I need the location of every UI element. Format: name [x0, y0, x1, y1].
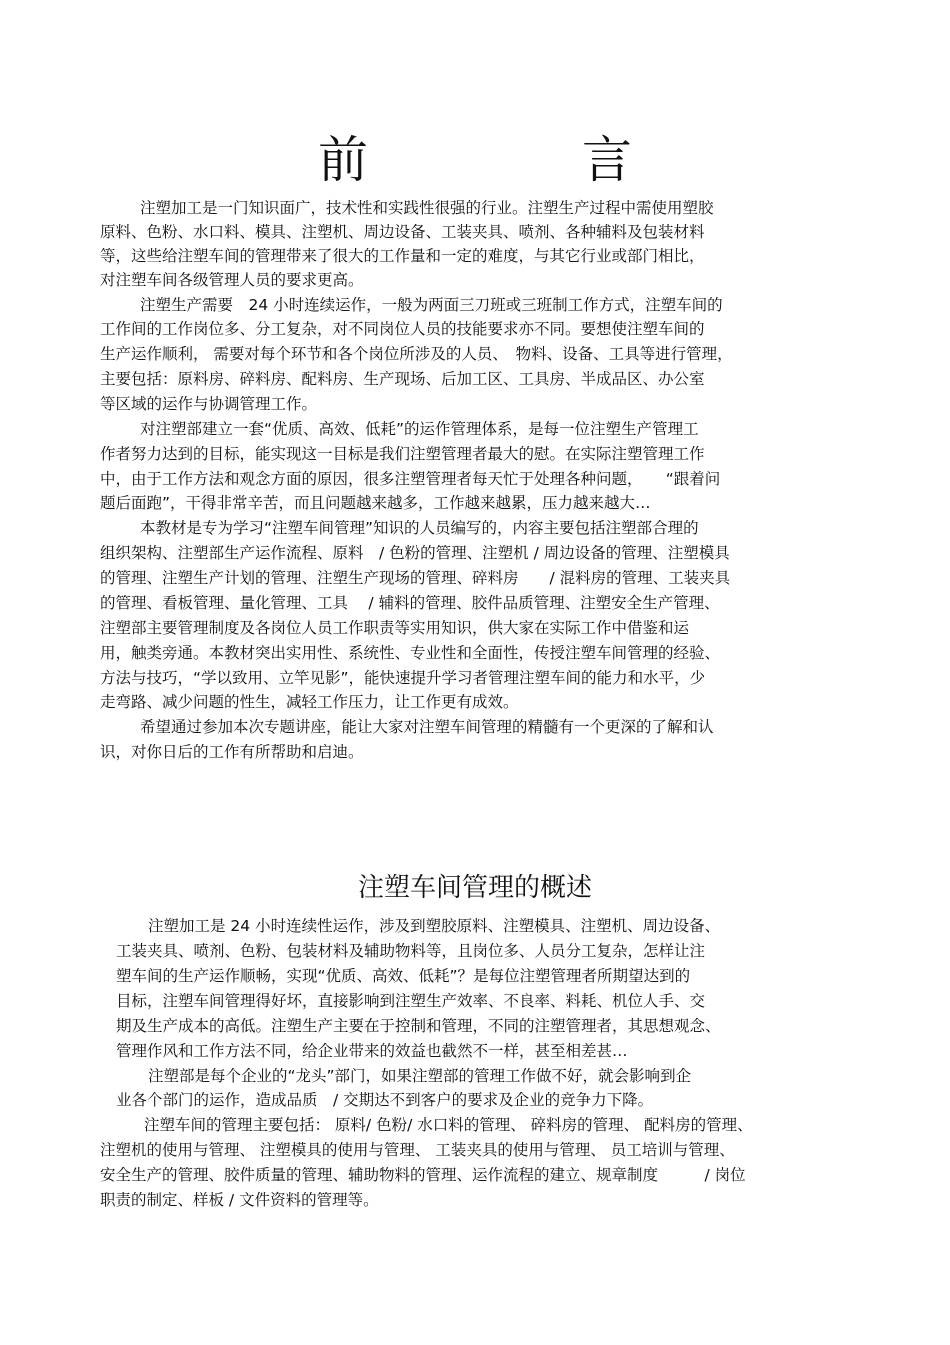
overview-line: 安全生产的管理、胶件质量的管理、辅助物料的管理、运作流程的建立、规章制度 / 岗位 [100, 1166, 746, 1184]
preface-line: 方法与技巧，“学以致用、立竿见影”，能快速提升学习者管理注塑车间的能力和水平，少 [100, 669, 706, 687]
overview-line: 注塑部是每个企业的“龙头”部门，如果注塑部的管理工作做不好，就会影响到企 [148, 1067, 692, 1085]
overview-line: 注塑车间的管理主要包括： 原料/ 色粉/ 水口料的管理、 碎料房的管理、 配料房的管理、 [144, 1116, 753, 1134]
preface-line: 对注塑车间各级管理人员的要求更高。 [100, 271, 364, 289]
overview-line: 塑车间的生产运作顺畅，实现“优质、高效、低耗”？是每位注塑管理者所期望达到的 [116, 967, 691, 985]
preface-line: 原料、色粉、水口料、模具、注塑机、周边设备、工装夹具、喷剂、各种辅料及包装材料 [100, 223, 705, 241]
overview-line: 注塑加工是 24 小时连续性运作，涉及到塑胶原料、注塑模具、注塑机、周边设备、 [148, 917, 721, 935]
preface-line: 生产运作顺利， 需要对每个环节和各个岗位所涉及的人员、 物料、设备、工具等进行管理， [100, 345, 733, 363]
overview-line: 业各个部门的运作，造成品质 / 交期达不到客户的要求及企业的竞争力下降。 [116, 1091, 654, 1109]
preface-line: 注塑生产需要 24 小时连续运作，一般为两面三刀班或三班制工作方式，注塑车间的 [140, 296, 723, 314]
preface-line: 组织架构、注塑部生产运作流程、原料 / 色粉的管理、注塑机 / 周边设备的管理、注塑模具 [100, 544, 730, 562]
preface-line: 本教材是专为学习“注塑车间管理”知识的人员编写的，内容主要包括注塑部合理的 [140, 519, 699, 537]
overview-line: 管理作风和工作方法不同，给企业带来的效益也截然不一样，甚至相差甚… [116, 1042, 628, 1060]
preface-line: 主要包括：原料房、碎料房、配料房、生产现场、后加工区、工具房、半成品区、办公室 [100, 370, 705, 388]
preface-line: 的管理、注塑生产计划的管理、注塑生产现场的管理、碎料房 / 混料房的管理、工装夹具 [100, 569, 731, 587]
overview-title: 注塑车间管理的概述 [357, 873, 592, 903]
overview-line: 工装夹具、喷剂、色粉、包装材料及辅助物料等，且岗位多、人员分工复杂，怎样让注 [116, 942, 706, 960]
preface-line: 作者努力达到的目标，能实现这一目标是我们注塑管理者最大的慰。在实际注塑管理工作 [100, 445, 705, 463]
preface-line: 识，对你日后的工作有所帮助和启迪。 [100, 743, 364, 761]
preface-line: 对注塑部建立一套“优质、高效、低耗”的运作管理体系，是每一位注塑生产管理工 [140, 420, 699, 438]
preface-title: 前 言 [318, 131, 714, 189]
preface-line: 注塑部主要管理制度及各岗位人员工作职责等实用知识，供大家在实际工作中借鉴和运 [100, 619, 690, 637]
preface-line: 希望通过参加本次专题讲座，能让大家对注塑车间管理的精髓有一个更深的了解和认 [140, 718, 714, 736]
preface-line: 走弯路、减少问题的性生，减轻工作压力，让工作更有成效。 [100, 693, 519, 711]
preface-line: 等区域的运作与协调管理工作。 [100, 395, 318, 413]
overview-line: 目标，注塑车间管理得好坏，直接影响到注塑生产效率、不良率、料耗、机位人手、交 [116, 992, 706, 1010]
preface-line: 的管理、看板管理、量化管理、工具 / 辅料的管理、胶件品质管理、注塑安全生产管理、 [100, 594, 720, 612]
overview-line: 职责的制定、样板 / 文件资料的管理等。 [100, 1191, 379, 1209]
preface-line: 用，触类旁通。本教材突出实用性、系统性、专业性和全面性，传授注塑车间管理的经验、 [100, 644, 721, 662]
preface-line: 中，由于工作方法和观念方面的原因，很多注塑管理者每天忙于处理各种问题， “跟着问 [100, 470, 721, 488]
overview-line: 期及生产成本的高低。注塑生产主要在于控制和管理，不同的注塑管理者，其思想观念、 [116, 1017, 721, 1035]
preface-line: 题后面跑”，干得非常辛苦，而且问题越来越多，工作越来越累，压力越来越大… [100, 494, 651, 512]
preface-line: 工作间的工作岗位多、分工复杂，对不同岗位人员的技能要求亦不同。要想使注塑车间的 [100, 320, 705, 338]
overview-line: 注塑机的使用与管理、 注塑模具的使用与管理、 工装夹具的使用与管理、 员工培训与管理、 [100, 1141, 735, 1159]
preface-line: 注塑加工是一门知识面广，技术性和实践性很强的行业。注塑生产过程中需使用塑胶 [140, 199, 714, 217]
preface-line: 等，这些给注塑车间的管理带来了很大的工作量和一定的难度，与其它行业或部门相比， [100, 247, 705, 265]
